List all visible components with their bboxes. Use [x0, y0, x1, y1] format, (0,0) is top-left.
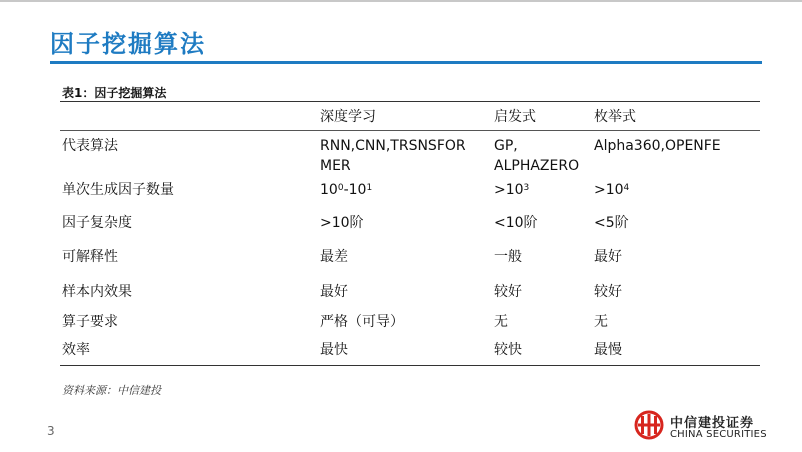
table-caption: 表1：因子挖掘算法	[62, 86, 167, 100]
brand-name-cn: 中信建投证券	[670, 416, 755, 431]
cell-deep-learning: >10阶	[320, 215, 364, 231]
page-number: 3	[47, 424, 55, 438]
cell-heuristic	[494, 180, 529, 200]
cell-heuristic: 较好	[494, 284, 522, 300]
header-heuristic: 启发式	[494, 109, 536, 125]
brand-name-en: CHINA SECURITIES	[670, 429, 767, 440]
header-rule	[60, 130, 760, 131]
cell-enumerative: 较好	[594, 284, 622, 300]
cell-heuristic: 较快	[494, 342, 522, 358]
cell-heuristic: GP, ALPHAZERO	[494, 138, 580, 174]
cell-enumerative: Alpha360,OPENFE	[594, 138, 721, 154]
cell-deep-learning	[320, 180, 372, 200]
base: 10	[348, 182, 367, 198]
cell-enumerative: 最好	[594, 249, 622, 265]
cell-deep-learning: 最快	[320, 342, 348, 358]
header-enumerative: 枚举式	[594, 109, 636, 125]
range-separator: -	[343, 182, 349, 198]
row-label: 算子要求	[62, 314, 118, 330]
cell-heuristic: 一般	[494, 249, 522, 265]
source-note: 资料来源：中信建投	[62, 384, 161, 397]
exponent: 1	[366, 183, 373, 193]
base: >10	[594, 182, 624, 198]
cell-enumerative: <5阶	[594, 215, 629, 231]
header-deep-learning: 深度学习	[320, 109, 376, 125]
row-label: 单次生成因子数量	[62, 182, 174, 198]
table-top-rule	[60, 101, 760, 102]
exponent: 0	[337, 183, 344, 193]
cell-enumerative	[594, 180, 629, 200]
cell-enumerative: 最慢	[594, 342, 622, 358]
row-label: 因子复杂度	[62, 215, 132, 231]
title-underline	[50, 61, 762, 64]
top-border	[0, 0, 802, 2]
row-label: 代表算法	[62, 138, 118, 154]
exponent: 4	[623, 183, 630, 193]
cell-enumerative: 无	[594, 314, 608, 330]
row-label: 样本内效果	[62, 284, 132, 300]
cell-deep-learning: 最好	[320, 284, 348, 300]
table-bottom-rule	[60, 365, 760, 366]
cell-heuristic: <10阶	[494, 215, 538, 231]
cell-deep-learning: 严格（可导）	[320, 314, 404, 330]
base: 10	[320, 182, 338, 198]
row-label: 可解释性	[62, 249, 118, 265]
cell-deep-learning: RNN,CNN,TRSNSFORMER	[320, 138, 466, 174]
base: >10	[494, 182, 524, 198]
citic-logo-icon	[632, 410, 666, 440]
cell-heuristic: 无	[494, 314, 508, 330]
cell-deep-learning: 最差	[320, 249, 348, 265]
row-label: 效率	[62, 342, 90, 358]
exponent: 3	[523, 183, 530, 193]
page-title: 因子挖掘算法	[50, 30, 206, 58]
